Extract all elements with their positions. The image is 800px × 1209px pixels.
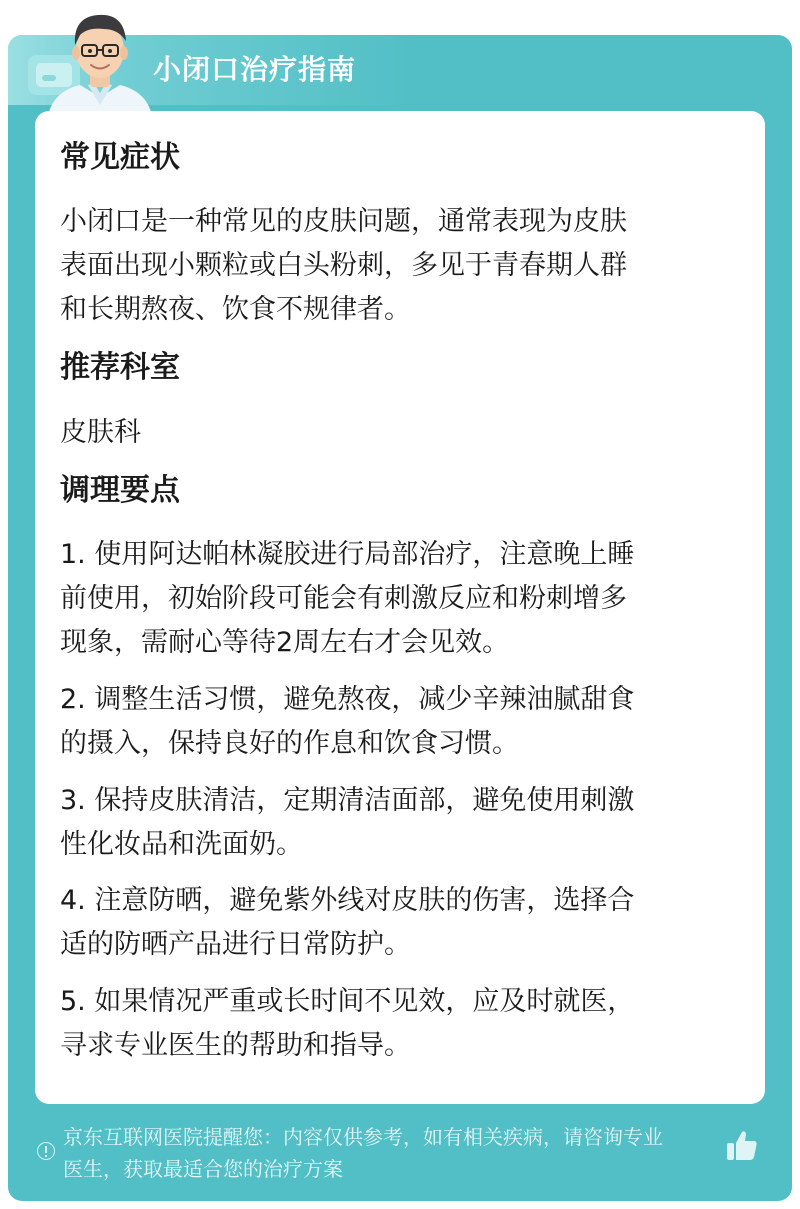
care-item-2	[60, 678, 730, 766]
care-item-4	[60, 879, 730, 967]
text-line: 性化妆品和洗面奶。	[60, 829, 303, 860]
care-heading: 调理要点	[60, 473, 180, 508]
disclaimer-line: 医生，获取最适合您的治疗方案	[63, 1157, 343, 1181]
disclaimer-line: 京东互联网医院提醒您：内容仅供参考，如有相关疾病，请咨询专业	[63, 1125, 663, 1149]
text-line: 和长期熬夜、饮食不规律者。	[60, 294, 411, 325]
text-line: 适的防晒产品进行日常防护。	[60, 929, 411, 960]
care-item-5	[60, 980, 730, 1068]
symptoms-text	[60, 200, 730, 332]
text-line: 小闭口是一种常见的皮肤问题，通常表现为皮肤	[60, 206, 627, 237]
text-line: 表面出现小颗粒或白头粉刺，多见于青春期人群	[60, 250, 627, 281]
text-line: 5. 如果情况严重或长时间不见效，应及时就医，	[60, 986, 635, 1017]
symptoms-heading: 常见症状	[60, 140, 180, 175]
text-line: 1. 使用阿达帕林凝胶进行局部治疗，注意晚上睡	[60, 539, 635, 570]
page-title: 小闭口治疗指南	[153, 53, 357, 86]
care-item-3	[60, 779, 730, 867]
text-line: 3. 保持皮肤清洁，定期清洁面部，避免使用刺激	[60, 785, 635, 816]
text-line: 4. 注意防晒，避免紫外线对皮肤的伤害，选择合	[60, 885, 635, 916]
text-line: 前使用，初始阶段可能会有刺激反应和粉刺增多	[60, 583, 627, 614]
doctor-avatar	[40, 5, 160, 115]
department-heading: 推荐科室	[60, 350, 180, 385]
info-icon	[37, 1142, 55, 1160]
thumbs-up-icon[interactable]	[724, 1128, 760, 1164]
text-line: 2. 调整生活习惯，避免熬夜，减少辛辣油腻甜食	[60, 684, 635, 715]
department-value: 皮肤科	[60, 417, 141, 448]
text-line: 的摄入，保持良好的作息和饮食习惯。	[60, 728, 519, 759]
text-line: 寻求专业医生的帮助和指导。	[60, 1030, 411, 1061]
care-item-1	[60, 533, 730, 665]
disclaimer-text	[63, 1121, 731, 1185]
text-line: 现象，需耐心等待2周左右才会见效。	[60, 627, 510, 658]
